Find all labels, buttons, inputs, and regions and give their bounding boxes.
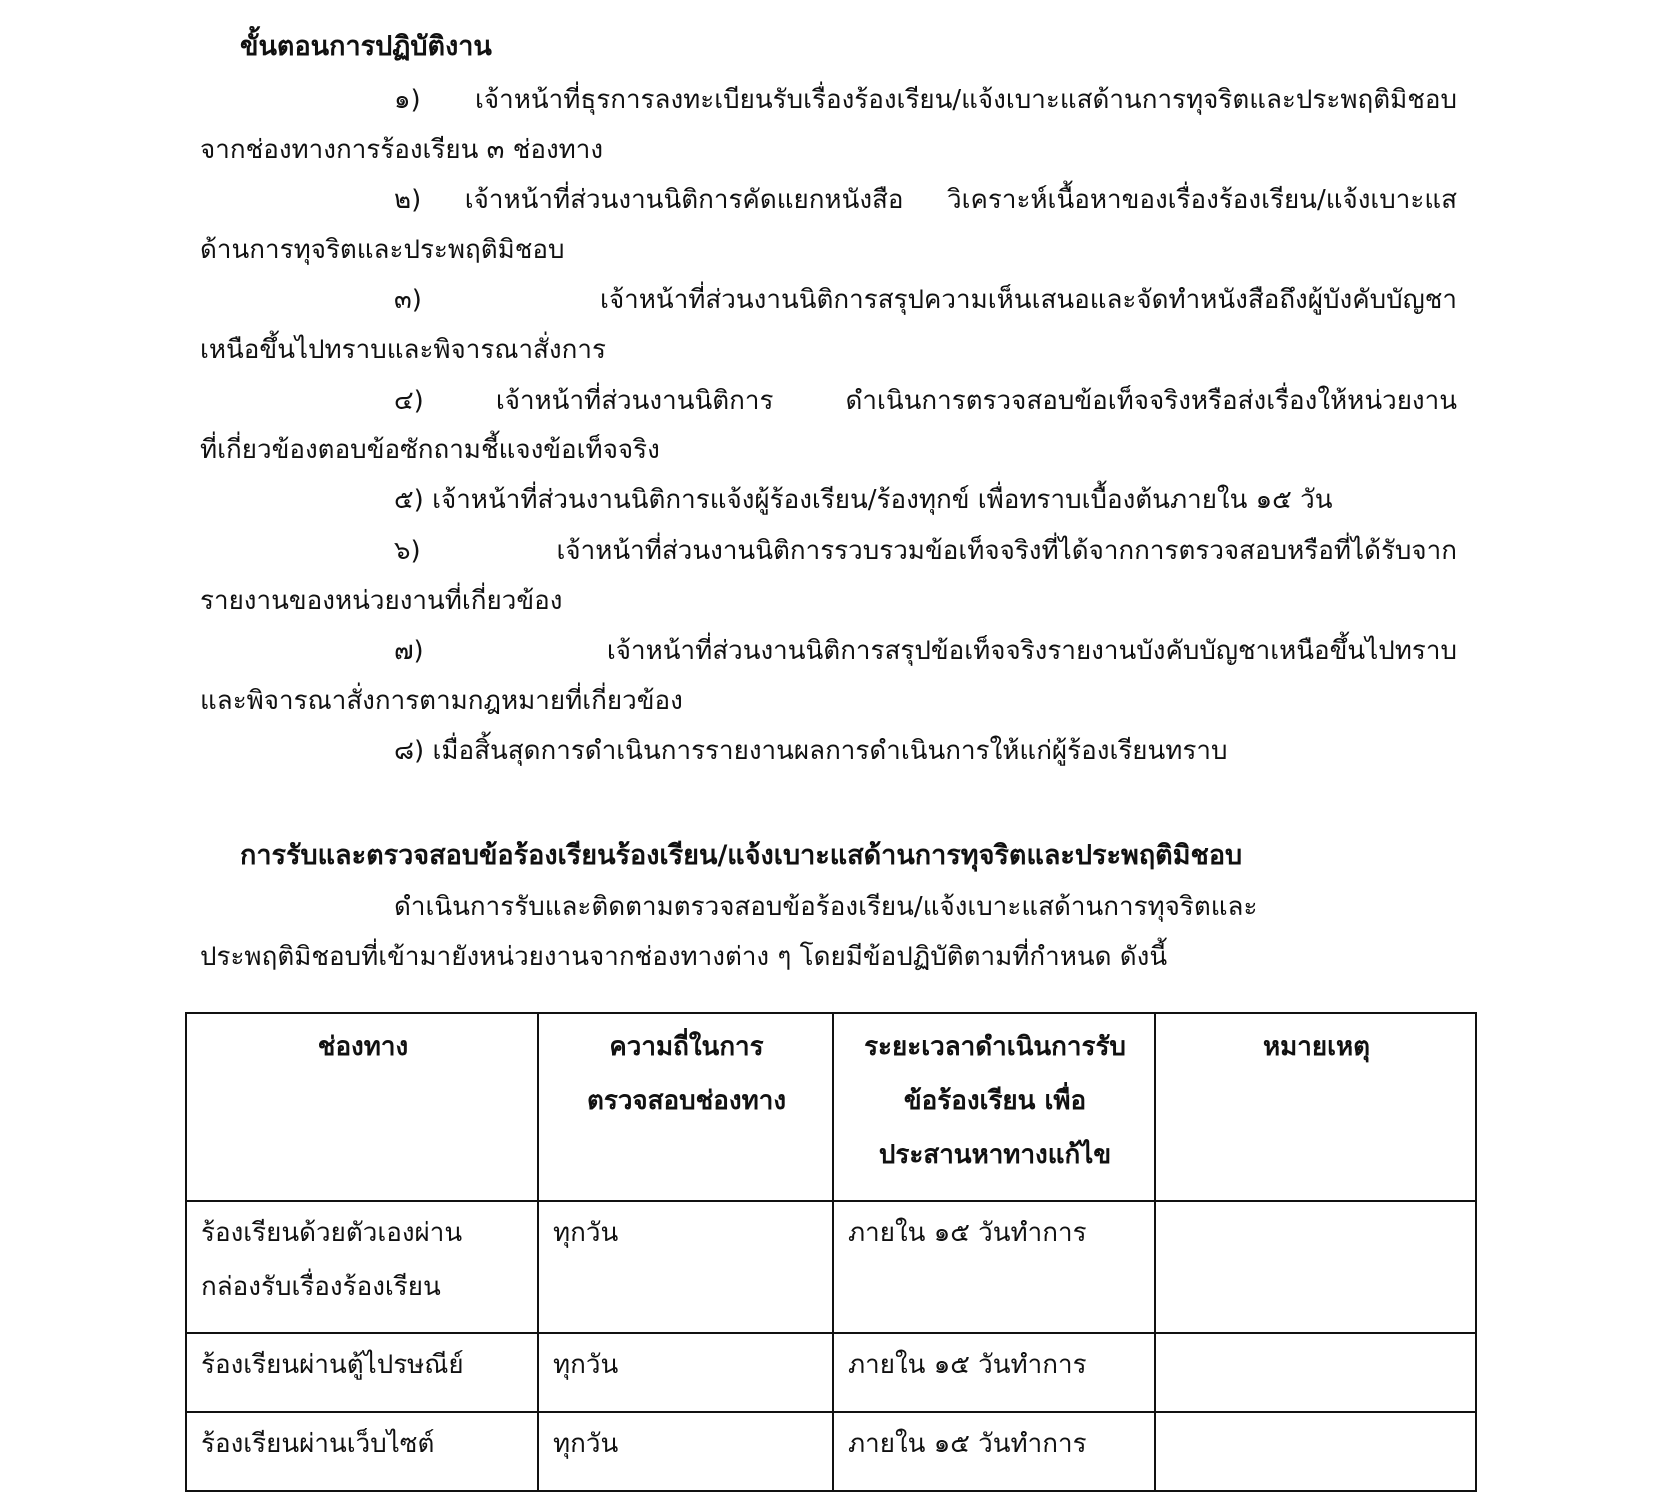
header-remark-label: หมายเหตุ	[1262, 1032, 1371, 1062]
step-3-line-1: ๓) เจ้าหน้าที่ส่วนงานนิติการสรุปความเห็นเสนอและจัดทำหนังสือถึงผู้บังคับบัญชา	[394, 285, 1457, 315]
channel-cell	[186, 1412, 538, 1491]
remark-cell	[1155, 1201, 1476, 1333]
channel-line-1: ร้องเรียนผ่านเว็บไซต์	[201, 1429, 435, 1459]
step-2-line-1: ๒) เจ้าหน้าที่ส่วนงานนิติการคัดแยกหนังสือ วิเคราะห์เนื้อหาของเรื่องร้องเรียน/แจ้งเบาะแส	[394, 185, 1457, 215]
step-7-line-1: ๗) เจ้าหน้าที่ส่วนงานนิติการสรุปข้อเท็จจริงรายงานบังคับบัญชาเหนือขึ้นไปทราบ	[394, 636, 1457, 666]
header-duration-line-1: ระยะเวลาดำเนินการรับ	[864, 1032, 1126, 1062]
step-5-line-1: ๕) เจ้าหน้าที่ส่วนงานนิติการแจ้งผู้ร้องเรียน/ร้องทุกข์ เพื่อทราบเบื้องต้นภายใน ๑๕ วัน	[394, 485, 1333, 515]
frequency-cell: ทุกวัน	[538, 1412, 833, 1491]
step-4-line-1: ๔) เจ้าหน้าที่ส่วนงานนิติการ ดำเนินการตรวจสอบข้อเท็จจริงหรือส่งเรื่องให้หน่วยงาน	[394, 386, 1457, 416]
procedure-title: ขั้นตอนการปฏิบัติงาน	[240, 31, 492, 62]
complaints-intro-line-1: ดำเนินการรับและติดตามตรวจสอบข้อร้องเรียน/แจ้งเบาะแสด้านการทุจริตและ	[394, 892, 1258, 922]
header-channel	[186, 1013, 538, 1201]
step-4-line-2: ที่เกี่ยวข้องตอบข้อซักถามชี้แจงข้อเท็จจริง	[200, 435, 660, 465]
table-row	[186, 1333, 1476, 1412]
header-frequency-line-1: ความถี่ในการ	[609, 1032, 764, 1062]
step-1-line-1: ๑) เจ้าหน้าที่ธุรการลงทะเบียนรับเรื่องร้องเรียน/แจ้งเบาะแสด้านการทุจริตและประพฤติมิชอบ	[394, 85, 1457, 115]
complaints-intro-line-2: ประพฤติมิชอบที่เข้ามายังหน่วยงานจากช่องทางต่าง ๆ โดยมีข้อปฏิบัติตามที่กำหนด ดังนี้	[200, 942, 1168, 972]
channel-cell	[186, 1333, 538, 1412]
header-remark	[1155, 1013, 1476, 1201]
frequency-cell: ทุกวัน	[538, 1333, 833, 1412]
channel-line-1: ร้องเรียนด้วยตัวเองผ่าน	[201, 1218, 463, 1248]
header-frequency	[538, 1013, 833, 1201]
table-row	[186, 1412, 1476, 1491]
channel-line-1: ร้องเรียนผ่านตู้ไปรษณีย์	[201, 1350, 464, 1380]
step-7-line-2: และพิจารณาสั่งการตามกฎหมายที่เกี่ยวข้อง	[200, 686, 683, 716]
header-frequency-line-2: ตรวจสอบช่องทาง	[586, 1086, 787, 1116]
step-1-line-2: จากช่องทางการร้องเรียน ๓ ช่องทาง	[200, 135, 604, 165]
step-8-line-1: ๘) เมื่อสิ้นสุดการดำเนินการรายงานผลการดำเนินการให้แก่ผู้ร้องเรียนทราบ	[394, 736, 1228, 766]
channels-table	[185, 1012, 1477, 1492]
table-row	[186, 1201, 1476, 1333]
step-3-line-2: เหนือขึ้นไปทราบและพิจารณาสั่งการ	[200, 335, 606, 365]
header-channel-label: ช่องทาง	[317, 1032, 409, 1062]
remark-cell	[1155, 1412, 1476, 1491]
frequency-cell: ทุกวัน	[538, 1201, 833, 1333]
header-duration-line-3: ประสานหาทางแก้ไข	[878, 1140, 1112, 1170]
header-duration-line-2: ข้อร้องเรียน เพื่อ	[903, 1086, 1087, 1116]
duration-cell: ภายใน ๑๕ วันทำการ	[833, 1333, 1155, 1412]
complaints-title: การรับและตรวจสอบข้อร้องเรียนร้องเรียน/แจ้งเบาะแสด้านการทุจริตและประพฤติมิชอบ	[240, 840, 1243, 871]
duration-cell: ภายใน ๑๕ วันทำการ	[833, 1201, 1155, 1333]
step-6-line-1: ๖) เจ้าหน้าที่ส่วนงานนิติการรวบรวมข้อเท็จจริงที่ได้จากการตรวจสอบหรือที่ได้รับจาก	[394, 536, 1457, 566]
channel-cell	[186, 1201, 538, 1333]
remark-cell	[1155, 1333, 1476, 1412]
step-2-line-2: ด้านการทุจริตและประพฤติมิชอบ	[200, 235, 565, 265]
header-duration	[833, 1013, 1155, 1201]
duration-cell: ภายใน ๑๕ วันทำการ	[833, 1412, 1155, 1491]
step-6-line-2: รายงานของหน่วยงานที่เกี่ยวข้อง	[200, 586, 563, 616]
table-header-row	[186, 1013, 1476, 1201]
channel-line-2: กล่องรับเรื่องร้องเรียน	[201, 1272, 441, 1302]
